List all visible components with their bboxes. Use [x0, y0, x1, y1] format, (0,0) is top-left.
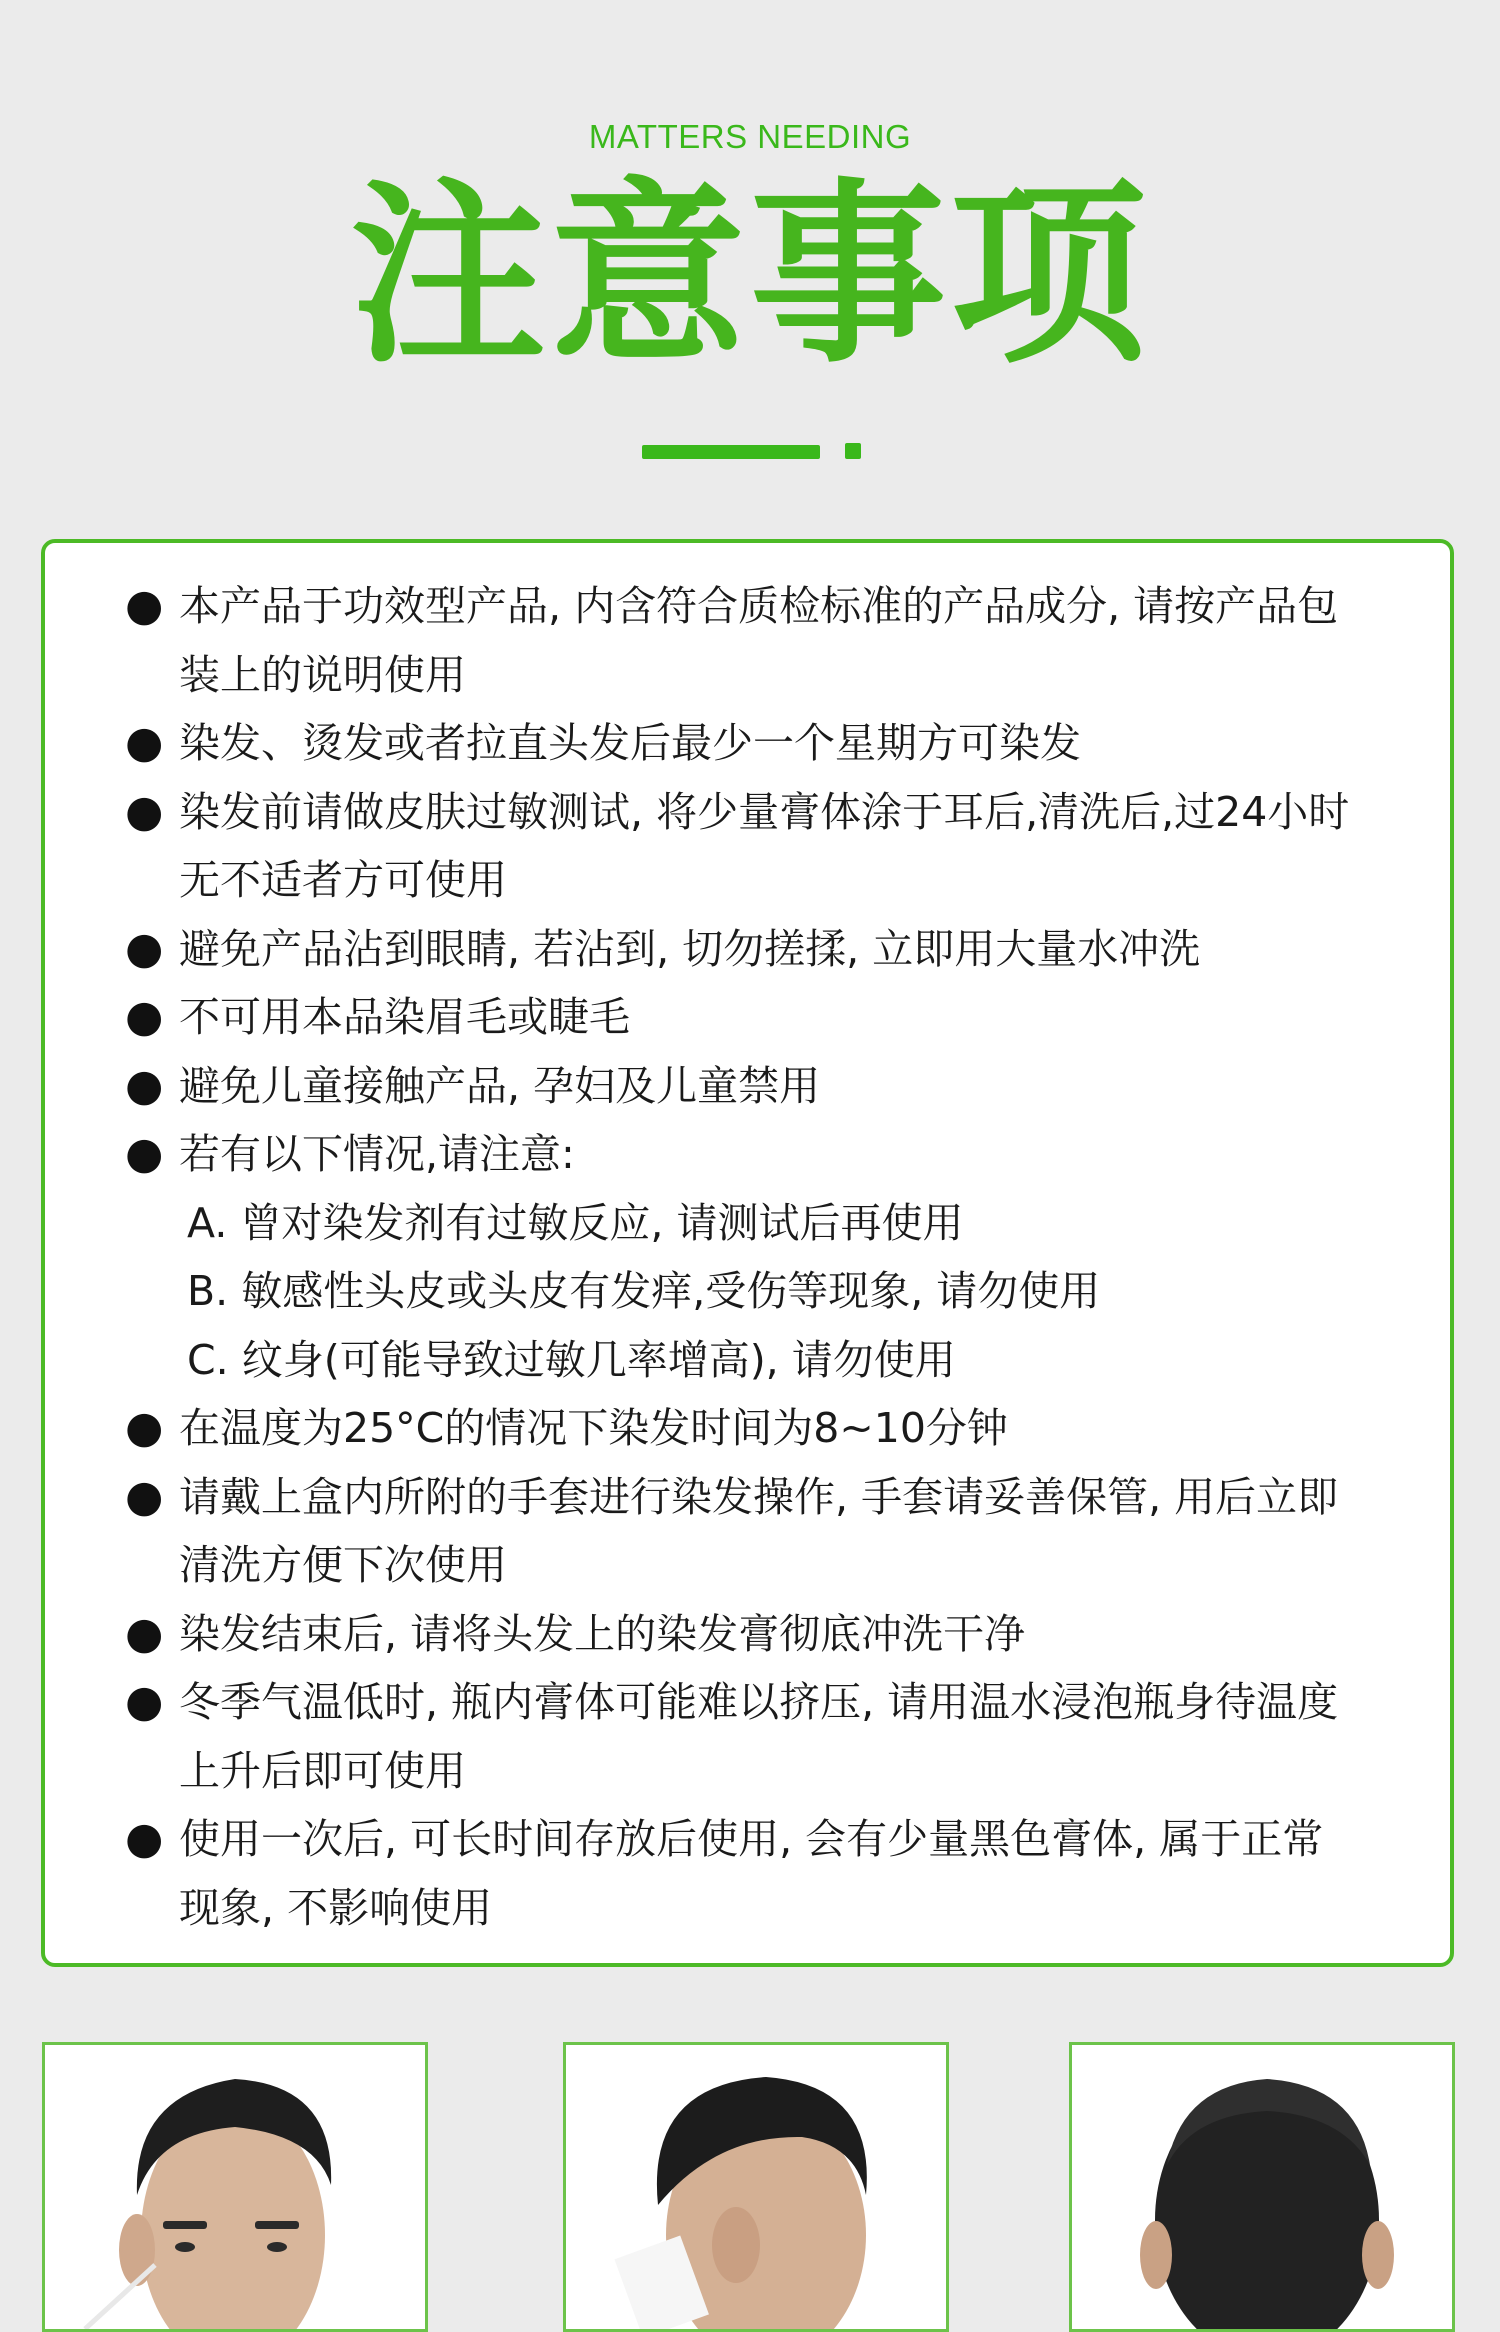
bullet-icon: ●	[125, 1059, 164, 1111]
notice-item	[125, 709, 1360, 778]
bullet-icon: ●	[125, 991, 164, 1042]
bullet-icon: ●	[125, 1676, 164, 1727]
notice-text: 在温度为25°C的情况下染发时间为8~10分钟	[179, 1404, 1008, 1452]
notice-item	[125, 1052, 1360, 1121]
sub-notice-text: B. 敏感性头皮或头皮有发痒,受伤等现象, 请勿使用	[187, 1267, 1101, 1315]
notice-item	[125, 1668, 1360, 1805]
notice-text: 请戴上盒内所附的手套进行染发操作, 手套请妥善保管, 用后立即清洗方便下次使用	[179, 1472, 1339, 1589]
notice-item	[125, 1394, 1360, 1463]
bullet-icon: ●	[125, 1607, 164, 1659]
bullet-icon: ●	[125, 1470, 164, 1522]
man-front-photo-icon	[45, 2045, 425, 2329]
notice-item	[125, 1120, 1360, 1189]
notice-item	[125, 915, 1360, 984]
notice-text: 染发结束后, 请将头发上的染发膏彻底冲洗干净	[179, 1609, 1026, 1658]
sub-notice-text: A. 曾对染发剂有过敏反应, 请测试后再使用	[187, 1198, 964, 1247]
notice-text: 避免儿童接触产品, 孕妇及儿童禁用	[179, 1061, 821, 1110]
man-side-photo	[563, 2042, 949, 2332]
notice-item	[125, 983, 1360, 1052]
bullet-icon: ●	[125, 717, 164, 768]
sub-notice-item	[125, 1326, 1360, 1395]
notice-text: 不可用本品染眉毛或睫毛	[179, 993, 630, 1041]
bullet-icon: ●	[125, 1402, 164, 1453]
notice-text: 避免产品沾到眼睛, 若沾到, 切勿搓揉, 立即用大量水冲洗	[179, 924, 1201, 973]
man-back-photo	[1069, 2042, 1455, 2332]
bullet-icon: ●	[125, 922, 164, 974]
notice-text: 染发、烫发或者拉直头发后最少一个星期方可染发	[179, 719, 1081, 767]
sub-notice-item	[125, 1189, 1360, 1258]
matters-needing-subtitle: MATTERS NEEDING	[588, 118, 912, 155]
notice-text: 使用一次后, 可长时间存放后使用, 会有少量黑色膏体, 属于正常现象, 不影响使用	[179, 1815, 1324, 1932]
bullet-icon: ●	[125, 785, 164, 837]
notice-item	[125, 1463, 1360, 1600]
notice-text: 本产品于功效型产品, 内含符合质检标准的产品成分, 请按产品包装上的说明使用	[179, 582, 1339, 699]
bullet-icon: ●	[125, 580, 164, 631]
notice-text: 冬季气温低时, 瓶内膏体可能难以挤压, 请用温水浸泡瓶身待温度上升后即可使用	[179, 1678, 1339, 1795]
notice-item	[125, 1600, 1360, 1669]
notice-item	[125, 778, 1360, 915]
sub-notice-text: C. 纹身(可能导致过敏几率增高), 请勿使用	[187, 1335, 956, 1384]
notice-item	[125, 1805, 1360, 1942]
page-title: 注意事项	[349, 162, 1150, 390]
bullet-icon: ●	[125, 1813, 164, 1864]
man-side-photo-icon	[566, 2045, 946, 2329]
man-back-photo-icon	[1072, 2045, 1452, 2329]
notice-text: 若有以下情况,请注意:	[179, 1130, 575, 1178]
notice-item	[125, 572, 1360, 709]
sub-notice-item	[125, 1257, 1360, 1326]
title-divider-line	[642, 445, 820, 459]
man-front-photo	[42, 2042, 428, 2332]
bullet-icon: ●	[125, 1128, 164, 1179]
notice-list	[125, 572, 1360, 1942]
notice-text: 染发前请做皮肤过敏测试, 将少量膏体涂于耳后,清洗后,过24小时无不适者方可使用	[179, 787, 1350, 904]
title-divider-dot	[845, 443, 861, 459]
